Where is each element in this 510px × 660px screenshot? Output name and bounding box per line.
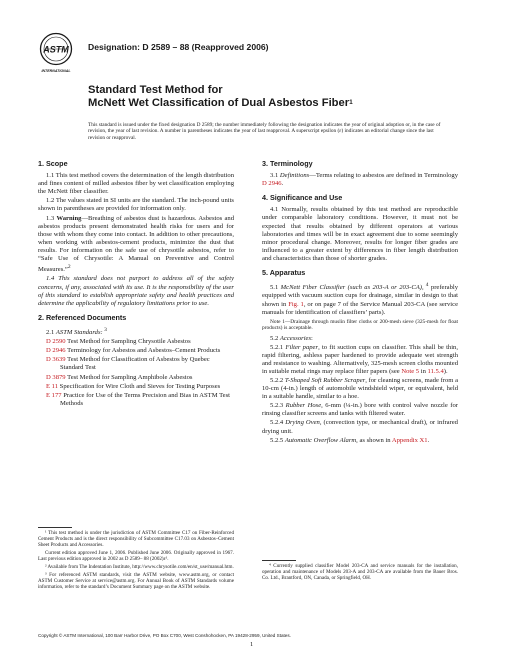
title-line-2: McNett Wet Classification of Dual Asbestos Fiber$^1$ bbox=[88, 97, 353, 109]
reference-item: D 3639 Test Method for Classification of Asbestos by Quebec Standard Test bbox=[46, 356, 210, 372]
footnote-2: ² Available from The Indentation Institute, http://www.chrysotile.com/en/st_use/manual.htm. bbox=[45, 564, 234, 570]
paragraph-3-1: 3.1 Definitions—Terms relating to asbestos are defined in Terminology D 2946. bbox=[262, 172, 458, 188]
section-link[interactable]: 11.5.4 bbox=[427, 367, 444, 375]
footnote-rule bbox=[38, 527, 72, 528]
paragraph-1-4: 1.4 This standard does not purport to address all of the safety concerns, if any, associated with its use. It is the responsibility of the user of this standard to establish appropriate safety and health practices and determine the applicability of regulatory limitations prior to use. bbox=[38, 275, 234, 307]
title-line-1: Standard Test Method for bbox=[88, 84, 223, 96]
section-heading-referenced-documents: 2. Referenced Documents bbox=[38, 312, 127, 322]
right-column bbox=[262, 160, 458, 446]
paragraph-1-2: 1.2 The values stated in SI units are the standard. The inch-pound units shown in parentheses are provided for information only. bbox=[38, 197, 234, 213]
section-heading-apparatus: 5. Apparatus bbox=[262, 268, 306, 278]
figure-link[interactable]: Fig. 1 bbox=[288, 300, 304, 308]
paragraph-5-2: 5.2 Accessories: bbox=[270, 334, 313, 342]
copyright-notice: Copyright © ASTM International, 100 Barr Harbor Drive, PO Box C700, West Conshohocken, PA 19428-2959, United States. bbox=[38, 633, 291, 638]
note-1: Note 1—Drainage through muslin filter cloths or 200-mesh sieve (325-mesh for float products) is acceptable. bbox=[262, 318, 458, 332]
paragraph-5-2-1: 5.2.1 Filter paper, to fit suction cups on classifier. This shall be thin, rapid filtering, ashless paper hardened to provide adequate wet strength and resistance to washing. Alternatively, 325-mesh screen cloths mounted in suitable metal rings may replace filter papers (see Note 5 in 11.5.4). bbox=[262, 343, 458, 375]
left-footnotes bbox=[38, 530, 234, 592]
reference-item: D 3879 Test Method for Sampling Amphibole Asbestos bbox=[46, 373, 193, 381]
svg-text:INTERNATIONAL: INTERNATIONAL bbox=[41, 69, 71, 73]
page-number: 1 bbox=[250, 641, 254, 648]
reference-link[interactable]: E 11 bbox=[46, 382, 59, 390]
reference-item: D 2946 Terminology for Asbestos and Asbestos–Cement Products bbox=[46, 347, 221, 355]
footnote-rule bbox=[262, 560, 296, 561]
section-heading-terminology: 3. Terminology bbox=[262, 159, 313, 168]
footnote-3: ³ For referenced ASTM standards, visit the ASTM website, www.astm.org, or contact ASTM Customer Service at service@astm.org. For Annual Book of ASTM Standards volume information, refer to the standard’s Document Summary page on the ASTM website. bbox=[38, 572, 234, 590]
paragraph-5-2-3: 5.2.3 Rubber Hose, 6-mm (¼-in.) bore with control valve nozzle for rinsing classifier screens and tanks with filtered water. bbox=[262, 402, 458, 418]
paragraph-5-2-2: 5.2.2 T-Shaped Soft Rubber Scraper, for cleaning screens, made from a 10-cm (4-in.) length of automobile windshield wiper, or equivalent, held in a suitable handle, similar to a hoe. bbox=[262, 376, 458, 401]
left-column bbox=[38, 160, 234, 409]
paragraph-5-1: 5.1 McNett Fiber Classifier (such as 203-A or 203-CA), $^4$ preferably equipped with vacuum suction cups for drainage, similar in design to that shown in Fig. 1, or on page 7 of the Service Manual 203-CA (see service manuals for identification of classifiers’ parts). bbox=[262, 282, 459, 316]
reference-item: D 2590 Test Method for Sampling Chrysotile Asbestos bbox=[46, 338, 191, 346]
paragraph-5-2-4: 5.2.4 Drying Oven, (convection type, or mechanical draft), or infrared drying unit. bbox=[262, 419, 458, 435]
footnote-1: ¹ This test method is under the jurisdiction of ASTM Committee C17 on Fiber-Reinforced Cement Products and is the direct responsibility of Subcommittee C17.03 on Asbestos–Cement Sheet Products and Accessories. bbox=[38, 530, 234, 548]
reference-link[interactable]: D 3879 bbox=[46, 373, 66, 381]
right-footnotes bbox=[262, 563, 458, 583]
paragraph-4-1: 4.1 Normally, results obtained by this test method are reproducible under comparable laboratory conditions. However, it must not be expected that results obtained by different operators at various laboratories and times will be in exact agreement due to some seemingly minor procedural change. Moreover, results for longer fiber grades are influenced to a greater extent by differences in fiber length distribution and characteristics than those of shorter grades. bbox=[262, 206, 458, 262]
paragraph-1-1: 1.1 This test method covers the determination of the length distribution and fines content of milled asbestos fiber by wet classification employing the McNett fiber classifier. bbox=[38, 172, 234, 196]
astm-logo bbox=[38, 32, 74, 78]
appendix-link[interactable]: Appendix X1 bbox=[391, 436, 428, 444]
designation: Designation: D 2589 – 88 (Reapproved 2006) bbox=[88, 42, 269, 52]
section-heading-significance: 4. Significance and Use bbox=[262, 193, 343, 203]
reference-item: E 11 Specification for Wire Cloth and Sieves for Testing Purposes bbox=[46, 382, 221, 390]
paragraph-2-1: 2.1 ASTM Standards: $^3$ bbox=[46, 326, 107, 337]
reference-link[interactable]: D 2946 bbox=[262, 180, 282, 188]
paragraph-5-2-5: 5.2.5 Automatic Overflow Alarm, as shown in Appendix X1. bbox=[270, 436, 430, 444]
footnote-1-edition: Current edition approved June 1, 2006. Published June 2006. Originally approved in 1967. Last previous edition approved in 2002 as D 2589– 88 (2002)ε¹. bbox=[38, 550, 234, 562]
svg-text:ASTM: ASTM bbox=[43, 44, 69, 55]
footnote-4: ⁴ Currently supplied classifier Model 203-CA and service manuals for the installation, operation and maintenance of Models 203-A and 203-CA are available from the Bauer Bros. Co. Ltd., Brantford, ON, Canada, or Springfield, OH. bbox=[262, 563, 458, 581]
standard-note: This standard is issued under the fixed designation D 2589; the number immediately following the designation indicates the year of original adoption or, in the case of revision, the year of last revision. A number in parentheses indicates the year of last reapproval. A superscript epsilon (ε) indicates an editorial change since the last revision or reapproval. bbox=[88, 122, 441, 141]
reference-link[interactable]: D 2946 bbox=[46, 347, 66, 355]
paragraph-1-3: 1.3 Warning—Breathing of asbestos dust is hazardous. Asbestos and asbestos products present demonstrated health risks for users and for those with whom they come into contact. In addition to other precautions, when working with asbestos-cement products, minimize the dust that results. For information on the safe use of chrysotile asbestos, refer to “Safe Use of Chrysotile: A Manual on Preventive and Control Measures.”$^2$ bbox=[38, 214, 234, 274]
document-title bbox=[88, 84, 353, 110]
note-link[interactable]: Note 5 bbox=[401, 367, 420, 375]
reference-item: E 177 Practice for Use of the Terms Precision and Bias in ASTM Test Methods bbox=[46, 391, 230, 407]
section-heading-scope: 1. Scope bbox=[38, 159, 68, 168]
reference-link[interactable]: E 177 bbox=[46, 391, 62, 399]
reference-link[interactable]: D 3639 bbox=[46, 356, 66, 364]
reference-link[interactable]: D 2590 bbox=[46, 338, 66, 346]
